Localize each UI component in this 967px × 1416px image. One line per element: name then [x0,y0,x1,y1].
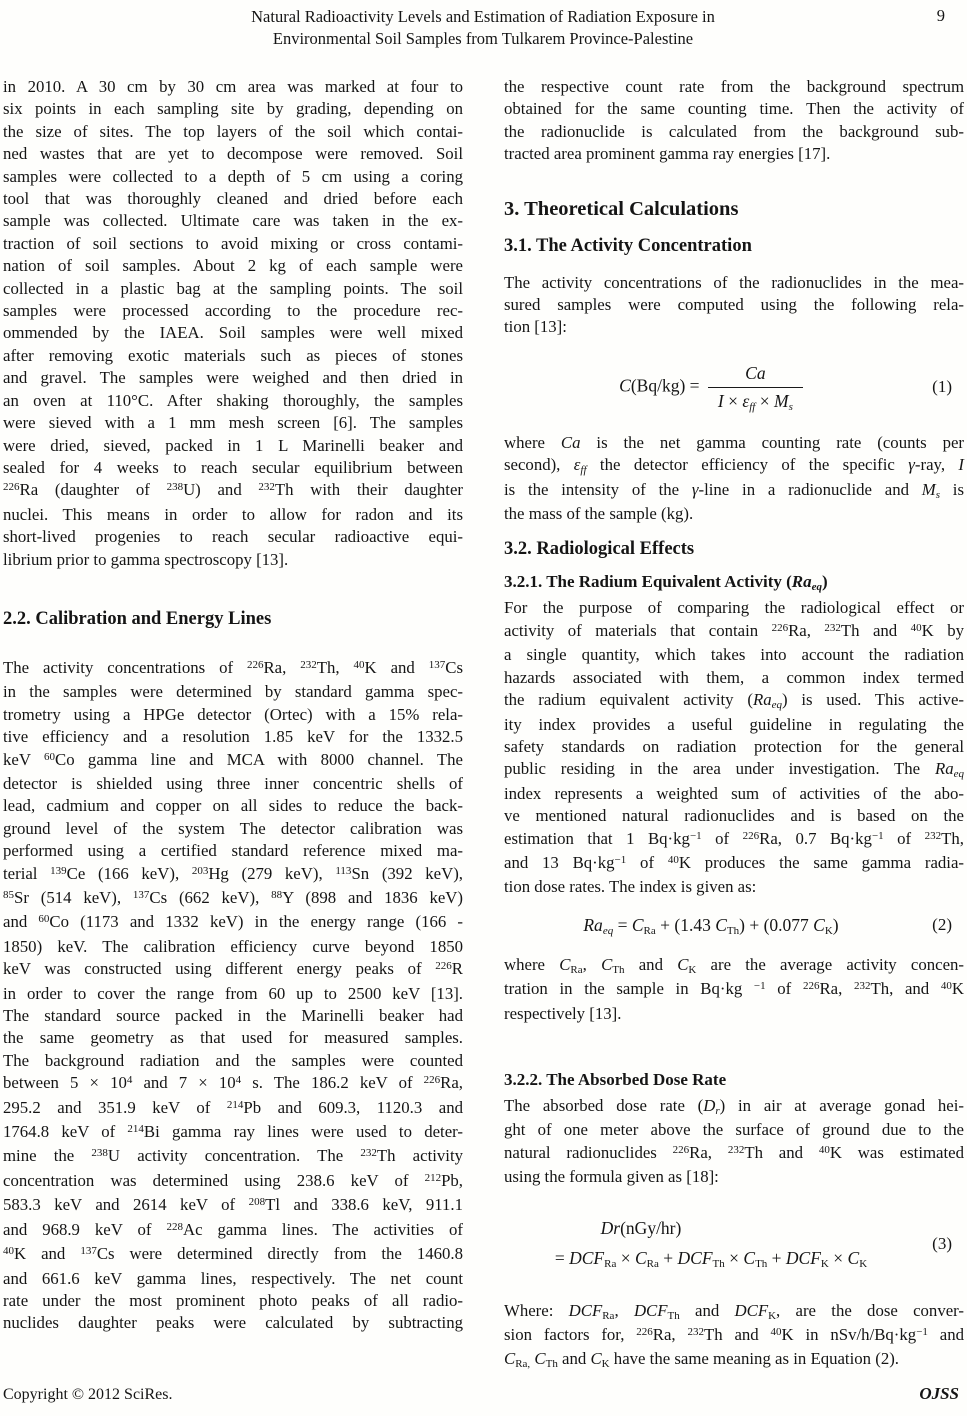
text-line: second), εff the detector efficiency of the specific γ-ray, I [504,455,964,477]
text-line: 583.3 keV and 2614 keV of $^{208}$Tl and 338.6 keV, 911.1 [3,1195,463,1215]
text-line: Where: DCFRa, DCFTh and DCFK, are the dose conver- [504,1300,965,1322]
text-line: For the purpose of comparing the radiological effect or [504,598,964,618]
equation-2 [504,915,964,936]
equation-2-body [504,915,918,936]
text-line: keV was constructed using different energy peaks of $^{226}$R [3,959,463,979]
text-line: in the samples were determined by standard gamma spec- [3,682,463,702]
section-heading-3-2-1: 3.2.1. The Radium Equivalent Activity (Raeq) [504,572,828,594]
text-line: ve mentioned natural radionuclides and is based on the [504,806,964,826]
equation-3 [504,1213,964,1276]
text-line: 1764.8 keV of $^{214}$Bi gamma ray lines were used to deter- [3,1122,463,1142]
text-line: CRa, CTh and CK have the same meaning as in Equation (2). [504,1349,899,1371]
paragraph-where-eq3 [504,1300,964,1373]
paragraph-absorbed-dose [504,1095,964,1189]
text-line: where Ca is the net gamma counting rate (counts per [504,432,964,452]
section-heading-2-2: 2.2. Calibration and Energy Lines [3,608,272,629]
text-line: librium prior to gamma spectroscopy [13]. [3,549,289,569]
text-line: ght of one meter above the surface of ground due to the [504,1120,964,1140]
text-line: and gravel. The samples were weighed and then dried in [3,368,463,388]
text-line: ned wastes that are yet to decompose were removed. Soil [3,144,463,164]
equation-1-number: (1) [932,377,952,397]
text-line: sample was collected. Ultimate care was taken in the ex- [3,211,463,231]
text-line: sion factors for, $^{226}$Ra, $^{232}$Th and $^{40}$K in nSv/$h/Bq\cdot kg^{-1}$ and [504,1325,964,1344]
text-line: between $5 \times 10^4$ and $7 \times 10^4$ s. The 186.2 keV of $^{226}$Ra, [3,1073,463,1093]
text-line: The activity concentrations of $^{226}$Ra, $^{232}$Th, $^{40}$K and $^{137}$Cs [3,657,463,677]
text-line: nuclides daughter peaks were calculated by subtracting [3,1313,463,1333]
text-line: tool that was thoroughly cleaned and dried before each [3,189,463,209]
equation-1-denominator: I × εff × Ms [708,387,803,412]
copyright-notice: Copyright © 2012 SciRes. [3,1386,173,1403]
text-line: the same geometry as that used for measured samples. [3,1028,463,1048]
text-line: in order to cover the range from 60 up to 2500 keV [13]. [3,983,463,1003]
text-line: sured samples were computed using the following rela- [504,295,964,315]
paragraph-activity-concentration [504,272,964,339]
text-line: ommended by the IAEA. Soil samples were well mixed [3,323,463,343]
text-line: samples were collected to a depth of 5 cm using a coring [3,166,463,186]
text-line: tration in the sample in Bq·kg $^{-1}$ of $^{226}$Ra, $^{232}$Th, and $^{40}$K [504,979,964,999]
equation-3-line1: Dr(nGy/hr) [600,1217,682,1238]
text-line: the mass of the sample (kg). [504,504,694,524]
text-line: $^{226}$Ra (daughter of $^{238}$U) and $^{232}$Th with their daughter [3,480,463,500]
text-line: in 2010. A 30 cm by 30 cm area was marked at four to [3,77,463,96]
running-title [3,6,963,50]
paragraph-net-count [504,76,964,166]
text-line: lead, cadmium and copper on all sides to reduce the back- [3,796,463,816]
equation-1-numerator: Ca [745,362,766,383]
text-line: a single quantity, which takes into account the radiation [504,645,964,665]
text-line: The standard source packed in the Marinelli beaker had [3,1006,463,1026]
text-line: The absorbed dose rate (Dr) in air at average gonad hei- [504,1095,964,1117]
text-line: sealed for 4 weeks to reach secular equilibrium between [3,457,463,477]
paragraph-where-eq2 [504,954,964,1025]
text-line: terial $^{139}$Ce (166 keV), $^{203}$Hg (279 keV), $^{113}$Sn (392 keV), [3,863,464,883]
text-line: public residing in the area under investigation. The Raeq [504,759,964,781]
equation-1-body [504,363,918,412]
paragraph-calibration [3,657,463,1335]
text-line: tion [13]: [504,317,567,337]
text-line: concentration was determined using 238.6 keV of $^{212}$Pb, [3,1170,463,1190]
text-line: where CRa, CTh and CK are the average activity concen- [504,954,965,976]
text-line: 1850) keV. The calibration efficiency curve beyond 1850 [3,936,463,956]
page-header [3,6,963,50]
text-line: an oven at 110°C. After shaking thoroughly, the samples [3,390,463,410]
text-line: performed using a certified standard reference mixed ma- [3,841,463,861]
text-line: The background radiation and the samples were counted [3,1050,463,1070]
text-line: tracted area prominent gamma ray energies [17]. [504,144,831,164]
text-line: and 13 $Bq\cdot kg^{-1}$ of $^{40}$K produces the same gamma radia- [504,852,964,872]
page-footer [3,1384,959,1404]
text-line: ground level of the system The detector calibration was [3,818,463,838]
running-title-line2: Environmental Soil Samples from Tulkarem Province-Palestine [272,29,694,48]
equation-2-expression: Raeq = CRa + (1.43 CTh) + (0.077 CK) [583,914,839,937]
text-line: short-lived progenies to reach secular radioactive equi- [3,527,463,547]
equation-1-lhs: C(Bq/kg) = [619,375,704,396]
text-line: obtained for the same counting time. Then the activity of [504,99,964,119]
text-line: the radium equivalent activity (Raeq) is used. This active- [504,690,964,712]
text-line: rate under the most prominent photo peaks of all radio- [3,1290,463,1310]
section-heading-3-1: 3.1. The Activity Concentration [504,235,752,256]
text-line: six points in each sampling site by grading, depending on [3,99,463,119]
text-line: respectively [13]. [504,1003,622,1023]
right-column [504,76,964,1373]
text-line: nation of soil samples. About 2 kg of each sample were [3,256,463,276]
text-line: were dried, sieved, packed in 1 L Marinelli beaker and [3,435,463,455]
running-title-line1: Natural Radioactivity Levels and Estimation of Radiation Exposure in [251,7,715,26]
paragraph-sampling [3,76,463,571]
text-line: hazards associated with them, a common index termed [504,667,964,687]
paragraph-where-eq1 [504,432,964,526]
text-line: keV $^{60}$Co gamma line and MCA with 8000 channel. The [3,749,463,769]
equation-3-body [504,1213,918,1276]
text-line: tive efficiency and a resolution 1.85 keV for the 1332.5 [3,727,463,747]
text-line: $^{85}$Sr (514 keV), $^{137}$Cs (662 keV), $^{88}$Y (898 and 1836 keV) [3,888,463,907]
text-line: using the formula given as [18]: [504,1167,719,1187]
left-column [3,76,463,1373]
journal-abbreviation: OJSS [919,1384,959,1403]
text-line: after removing exotic materials such as pieces of stones [3,345,463,365]
equation-3-line2: = DCFRa × CRa + DCFTh × CTh + DCFK × CK [554,1247,868,1270]
text-line: tion dose rates. The index is given as: [504,877,757,897]
text-line: mine the $^{238}$U activity concentration. The $^{232}$Th activity [3,1146,464,1166]
text-line: 295.2 and 351.9 keV of $^{214}$Pb and 609.3, 1120.3 and [3,1097,463,1117]
equation-1 [504,363,964,412]
text-line: and 661.6 keV gamma lines, respectively. The net count [3,1268,463,1288]
text-line: traction of soil sections to avoid mixing or cross contami- [3,233,463,253]
text-line: trometry using a HPGe detector (Ortec) with a 15% rela- [3,704,463,724]
paragraph-radium-equivalent [504,597,964,898]
text-line: and 968.9 keV of $^{228}$Ac gamma lines. The activities of [3,1219,463,1239]
text-line: nuclei. This means in order to allow for radon and its [3,504,463,524]
equation-3-number: (3) [932,1234,952,1254]
text-line: natural radionuclides $^{226}$Ra, $^{232}$Th and $^{40}$K was estimated [504,1142,964,1162]
text-line: $^{40}$K and $^{137}$Cs were determined directly from the 1460.8 [3,1244,463,1264]
text-line: the radionuclide is calculated from the background sub- [504,121,964,141]
text-line: estimation that 1 $Bq\cdot kg^{-1}$ of $^{226}$Ra, 0.7 $Bq\cdot kg^{-1}$ of $^{232}$Th, [504,828,964,848]
text-line: the respective count rate from the background spectrum [504,77,964,96]
text-line: and $^{60}$Co (1173 and 1332 keV) in the energy range (166 - [3,912,463,932]
text-line: collected in a plastic bag at the sampling points. The soil [3,278,463,298]
text-line: is the intensity of the γ-line in a radionuclide and Ms is [504,479,965,501]
section-heading-3-2: 3.2. Radiological Effects [504,539,695,560]
section-heading-3: 3. Theoretical Calculations [504,197,739,220]
two-column-body [3,76,963,1373]
text-line: detector is shielded using three inner concentric shells of [3,773,463,793]
equation-2-number: (2) [932,915,952,935]
text-line: The activity concentrations of the radionuclides in the mea- [504,272,964,292]
text-line: index represents a weighted sum of activities of the abo- [504,783,964,803]
text-line: safety standards on radiation protection for the general [504,736,964,756]
section-heading-3-2-2: 3.2.2. The Absorbed Dose Rate [504,1069,727,1089]
page-number: 9 [936,6,945,25]
text-line: ity index provides a useful guideline in regulating the [504,714,964,734]
text-line: samples were processed according to the procedure rec- [3,301,463,321]
equation-1-fraction [708,363,803,412]
text-line: activity of materials that contain $^{226}$Ra, $^{232}$Th and $^{40}$K by [504,620,964,640]
text-line: the size of sites. The top layers of the soil which contai- [3,121,463,141]
text-line: were sieved with a 1 mm mesh screen [6]. The samples [3,413,463,433]
